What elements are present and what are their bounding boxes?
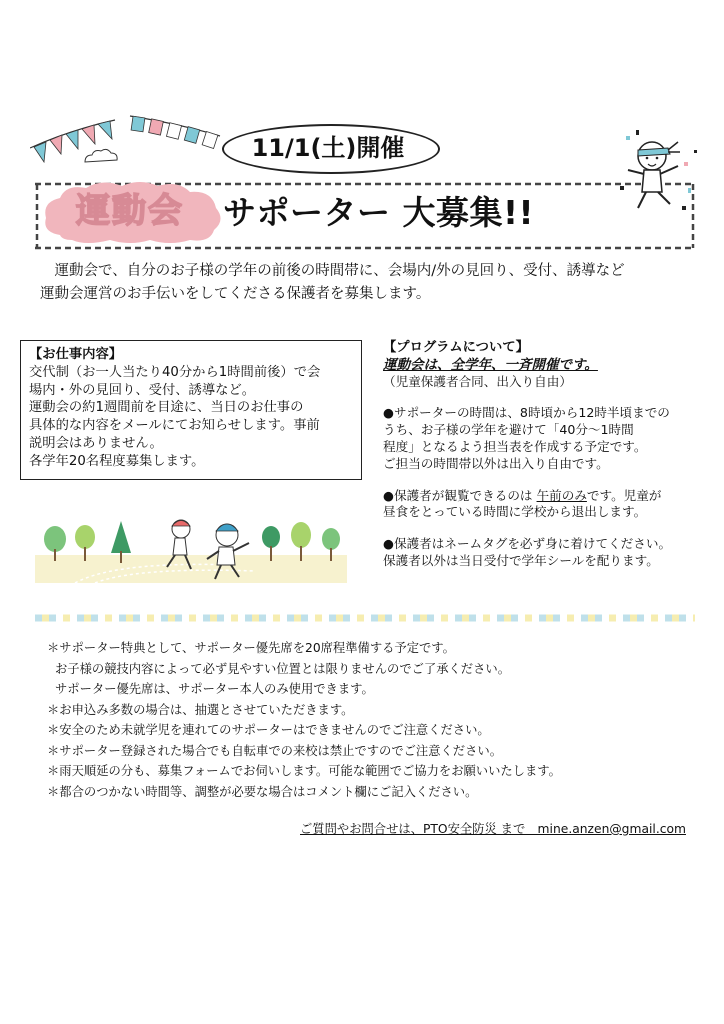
job-line: 運動会の約1週間前を目途に、当日のお仕事の	[29, 400, 304, 416]
recruit-title: サポーター 大募集!!	[223, 193, 535, 232]
job-line: 場内・外の見回り、受付、誘導など。	[29, 382, 256, 398]
intro-line-2: 運動会運営のお手伝いをしてくださる保護者を募集します。	[40, 286, 431, 302]
intro-text	[40, 260, 700, 306]
note-item: ＊安全のため未就学児を連れてのサポーターはできませんのでご注意ください。	[47, 723, 490, 737]
program-line	[383, 488, 705, 505]
program-text: ●保護者が観覧できるのは	[383, 487, 537, 503]
job-heading: 【お仕事内容】	[29, 347, 123, 362]
note-item: ＊サポーター登録された場合でも自転車での来校は禁止ですのでご注意ください。	[47, 743, 502, 758]
program-line: 程度」となるよう担当表を作成する予定です。	[383, 438, 647, 454]
running-child-illustration	[612, 126, 702, 218]
program-section	[383, 340, 705, 570]
program-line: ご担当の時間帯以外は出入り自由です。	[383, 455, 609, 471]
event-name: 運動会	[76, 191, 184, 231]
program-line: 昼食をとっている時間に学校から退出します。	[383, 504, 647, 520]
program-heading: 【プログラムについて】	[383, 340, 529, 355]
note-item: ＊お申込み多数の場合は、抽選とさせていただきます。	[47, 702, 354, 717]
program-emphasis: 午前のみ	[536, 487, 587, 503]
note-item: ＊都合のつかない時間等、調整が必要な場合はコメント欄にご記入ください。	[47, 784, 478, 799]
job-line: 交代制（お一人当たり40分から1時間前後）で会	[29, 364, 321, 380]
note-item: お子様の競技内容によって必ず見やすい位置とは限りませんのでご了承ください。	[55, 661, 510, 676]
program-line: ●保護者はネームタグを必ず身に着けてください。	[383, 536, 672, 552]
event-date: 11/1(土)開催	[251, 134, 405, 162]
dotted-separator	[35, 614, 695, 622]
program-headline: 運動会は、全学年、一斉開催です。	[383, 356, 598, 373]
job-line: 各学年20名程度募集します。	[29, 453, 205, 469]
intro-line-1: 運動会で、自分のお子様の学年の前後の時間帯に、会場内/外の見回り、受付、誘導など	[54, 263, 625, 279]
job-line: 具体的な内容をメールにてお知らせします。事前	[29, 418, 320, 434]
program-line: 保護者以外は当日受付で学年シールを配ります。	[383, 552, 659, 568]
sports-day-scene-illustration	[35, 515, 347, 583]
note-item: ＊雨天順延の分も、募集フォームでお伺いします。可能な範囲でご協力をお願いいたします。	[47, 764, 561, 778]
program-text: です。児童が	[586, 487, 662, 503]
note-item: サポーター優先席は、サポーター本人のみ使用できます。	[55, 682, 374, 696]
note-item: ＊サポーター特典として、サポーター優先席を20席程準備する予定です。	[47, 641, 455, 655]
contact-info[interactable]: ご質問やお問合せは、PTO安全防災 まで mine.anzen@gmail.com	[300, 822, 686, 836]
program-line: うち、お子様の学年を避けて「40分～1時間	[383, 422, 634, 438]
job-description-box	[20, 340, 362, 480]
program-line: ●サポーターの時間は、8時頃から12時半頃までの	[383, 405, 670, 421]
program-sub: （児童保護者合同、出入り自由）	[383, 373, 572, 389]
job-line: 説明会はありません。	[29, 435, 163, 451]
notes-list	[47, 638, 707, 802]
